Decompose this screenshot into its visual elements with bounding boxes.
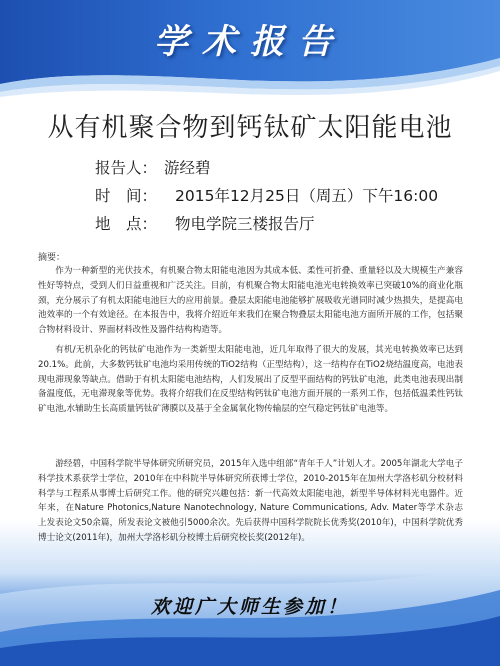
time-label: 时 间： — [95, 187, 158, 205]
page-title: 从有机聚合物到钙钛矿太阳能电池 — [47, 113, 453, 143]
abstract-paragraph-2: 有机/无机杂化的钙钛矿电池作为一类新型太阳能电池，近几年取得了很大的发展，其光电转换效率已达到20.1%。此前，大多数钙钛矿电池均采用传统的TiO2结构（正型结构），这一结构存在TiO2烧结温度高，电池表现电滞现象等缺点。借助于有机太阳能电池结构，人们发展出了反型平面结构的钙钛矿电池，此类电池表现出制备温度低，无电滞现象等优势。我将介绍我们在反型结构钙钛矿电池方面开展的一系列工作，包括低温柔性钙钛矿电池,水辅助生长高质量钙钛矿薄膜以及基于全金属氧化物传输层的空气稳定钙钛矿电池等。 — [38, 345, 463, 415]
footer-welcome: 欢迎广大师生参加！ — [150, 596, 349, 618]
place-value: 物电学院三楼报告厅 — [175, 215, 315, 233]
time-row — [95, 185, 438, 207]
abstract-label: 摘要： — [38, 253, 66, 263]
place-row — [95, 213, 315, 235]
speaker-label: 报告人： — [95, 159, 158, 177]
speaker-bio: 游经碧，中国科学院半导体研究所研究员，2015年入选中组部“青年千人”计划人才。2005年湖北大学电子科学技术系获学士学位，2010年在中科院半导体研究所获博士学位，2010-2015年在加州大学洛杉矶分校材料科学与工程系从事博士后研究工作。他的研究兴趣包括：新一代高效太阳能电池，新型半导体材料光电器件。近年来，在Nature Photonics,Nature Nanotechnology, Nature Communications, Adv. Mater等学术杂志上发表论文50余篇，所发表论文被他引5000余次。先后获得中国科学院院长优秀奖(2010年)，中国科学院优秀博士论文(2011年)，加州大学洛杉矶分校博士后研究校长奖(2012年)。 — [38, 459, 463, 543]
speaker-row — [95, 157, 211, 179]
time-value: 2015年12月25日（周五）下午16:00 — [175, 187, 439, 205]
place-label: 地 点： — [95, 215, 158, 233]
header-title: 学术报告 — [154, 22, 346, 62]
speaker-name: 游经碧 — [164, 159, 211, 177]
abstract-paragraph-1: 作为一种新型的光伏技术，有机聚合物太阳能电池因为其成本低、柔性可折叠、重量轻以及大规模生产兼容性好等特点，受到人们日益重视和广泛关注。目前，有机聚合物太阳能电池光电转换效率已突破10%的商业化瓶颈，充分展示了有机太阳能电池巨大的应用前景。叠层太阳能电池能够扩展吸收光谱同时减少热损失，是提高电池效率的一个有效途径。在本报告中，我将介绍近年来我们在聚合物叠层太阳能电池方面所开展的工作，包括聚合物材料设计、界面材料改性及器件结构构造等。 — [38, 266, 463, 336]
